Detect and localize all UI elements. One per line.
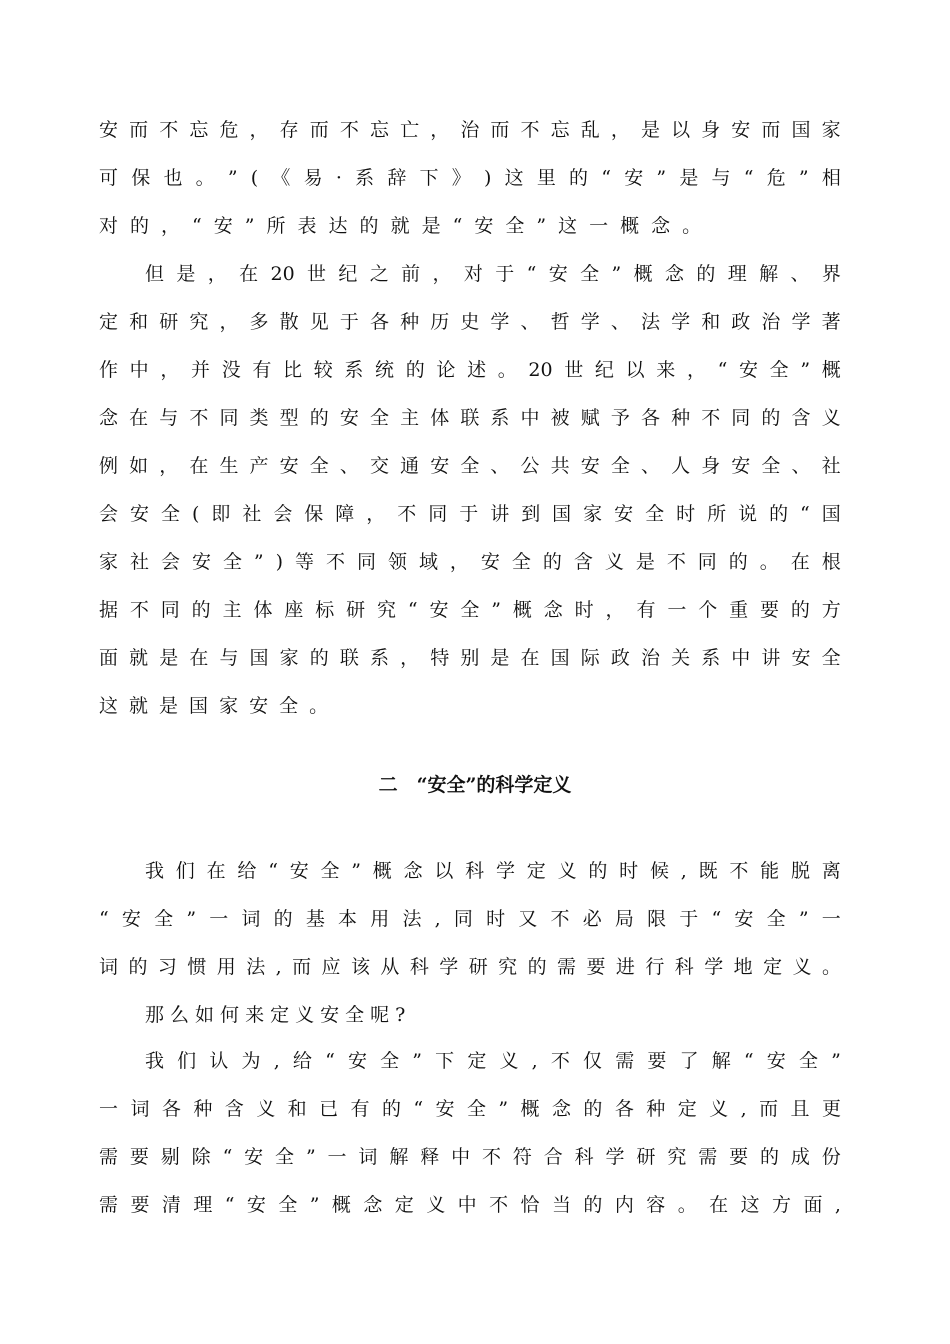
section-heading: 二 “安全”的科学定义 bbox=[378, 774, 572, 796]
text-line: 需 要 清 理 “ 安 全 ” 概 念 定 义 中 不 恰 当 的 内 容 。 在 这 方 面 , bbox=[99, 1194, 841, 1216]
text-line: 安 而 不 忘 危 ， 存 而 不 忘 亡 ， 治 而 不 忘 乱 ， 是 以 身 安 而 国 家 bbox=[99, 119, 841, 141]
text-line: 这 就 是 国 家 安 全 。 bbox=[99, 695, 329, 717]
text-line: 定 和 研 究 ， 多 散 见 于 各 种 历 史 学 、 哲 学 、 法 学 和 政 治 学 著 bbox=[99, 311, 841, 333]
text-line: 念 在 与 不 同 类 型 的 安 全 主 体 联 系 中 被 赋 予 各 种 不 同 的 含 义 bbox=[99, 407, 841, 429]
text-line: 会 安 全 ( 即 社 会 保 障 ， 不 同 于 讲 到 国 家 安 全 时 所 说 的 “ 国 bbox=[99, 503, 841, 525]
text-line: 我 们 认 为 , 给 “ 安 全 ” 下 定 义 , 不 仅 需 要 了 解 “ 安 全 ” bbox=[145, 1050, 841, 1072]
text-line: 对 的 ， “ 安 ” 所 表 达 的 就 是 “ 安 全 ” 这 一 概 念 。 bbox=[99, 215, 702, 237]
text-line: 词 的 习 惯 用 法 , 而 应 该 从 科 学 研 究 的 需 要 进 行 科 学 地 定 义 。 bbox=[99, 956, 841, 978]
text-line: 家 社 会 安 全 ” ) 等 不 同 领 域 ， 安 全 的 含 义 是 不 同 的 。 在 根 bbox=[99, 551, 841, 573]
text-line: 我 们 在 给 “ 安 全 ” 概 念 以 科 学 定 义 的 时 候 , 既 不 能 脱 离 bbox=[145, 860, 841, 882]
text-line: 面 就 是 在 与 国 家 的 联 系 ， 特 别 是 在 国 际 政 治 关 系 中 讲 安 全 bbox=[99, 647, 841, 669]
text-line: 那 么 如 何 来 定 义 安 全 呢 ? bbox=[145, 1004, 406, 1026]
text-line: 一 词 各 种 含 义 和 已 有 的 “ 安 全 ” 概 念 的 各 种 定 义 , 而 且 更 bbox=[99, 1098, 841, 1120]
text-line: 作 中 ， 并 没 有 比 较 系 统 的 论 述 。 20 世 纪 以 来 ， “ 安 全 ” 概 bbox=[99, 359, 841, 381]
text-line: 需 要 剔 除 “ 安 全 ” 一 词 解 释 中 不 符 合 科 学 研 究 需 要 的 成 份 bbox=[99, 1146, 841, 1168]
text-line: 据 不 同 的 主 体 座 标 研 究 “ 安 全 ” 概 念 时 ， 有 一 个 重 要 的 方 bbox=[99, 599, 841, 621]
text-line: 可 保 也 。 ” ( 《 易 · 系 辞 下 》 ) 这 里 的 “ 安 ” 是 与 “ 危 ” 相 bbox=[99, 167, 841, 189]
text-line: 例 如 ， 在 生 产 安 全 、 交 通 安 全 、 公 共 安 全 、 人 身 安 全 、 社 bbox=[99, 455, 841, 477]
text-line: 但 是 ， 在 20 世 纪 之 前 ， 对 于 “ 安 全 ” 概 念 的 理 解 、 界 bbox=[145, 263, 841, 285]
text-line: “ 安 全 ” 一 词 的 基 本 用 法 , 同 时 又 不 必 局 限 于 “ 安 全 ” 一 bbox=[99, 908, 841, 930]
